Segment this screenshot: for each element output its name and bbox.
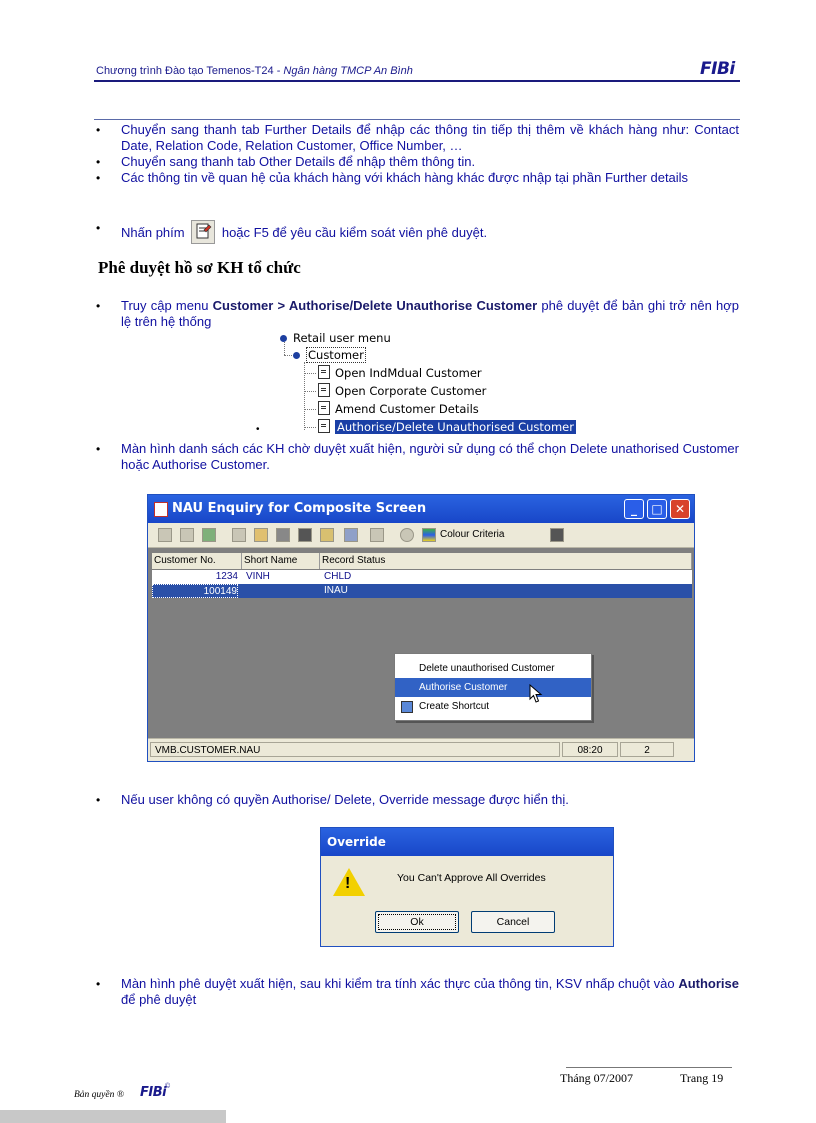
tb-new-icon[interactable] [180,528,194,542]
table-row-selected[interactable]: 100149 INAU [152,584,692,598]
content-rule [94,119,740,120]
folder-icon [293,352,300,359]
bullet-list-screen [96,441,739,473]
mouse-cursor-icon [529,684,543,704]
document-icon [318,365,330,379]
footer-page: Trang 19 [680,1071,724,1085]
minimize-button[interactable]: _ [624,499,644,519]
bullet-further-details: • Chuyển sang thanh tab Further Details để nhập các thông tin tiếp thị thêm về khách hàng như: Contact Date, Relation Code, Relation Customer, Office Number, … [96,122,739,154]
tree-item-authorise-delete[interactable]: Authorise/Delete Unauthorised Customer [318,419,576,436]
tree-item-amend-details[interactable]: Amend Customer Details [318,401,479,418]
override-title: Override [321,828,613,856]
header-rule [94,80,740,82]
menu-authorise-customer[interactable]: Authorise Customer [395,678,591,697]
bullet-access-menu [96,298,739,330]
table-row[interactable]: 1234 VINH CHLD [152,570,692,584]
tb-find-icon[interactable] [298,528,312,542]
col-customer-no[interactable]: Customer No. [152,553,242,569]
window-titlebar [148,495,694,523]
document-icon [318,419,330,433]
tb-print-icon[interactable] [276,528,290,542]
context-menu [394,653,592,721]
col-record-status[interactable]: Record Status [320,553,692,569]
override-message: You Can't Approve All Overrides [397,872,546,884]
press-key-after: hoặc F5 để yêu cầu kiểm soát viên phê duyệt. [221,225,488,240]
tb-first-icon[interactable] [158,528,172,542]
tb-view-icon[interactable] [370,528,384,542]
footer-copyright-mark: © [165,1083,171,1090]
bullet-list-press [96,220,739,244]
section-title: Phê duyệt hồ sơ KH tổ chức [98,258,301,277]
status-path: VMB.CUSTOMER.NAU [150,742,560,757]
folder-icon [280,335,287,342]
bullet-list-override [96,792,739,808]
footer-copyright: Bản quyền ® [74,1090,124,1100]
footer-logo: FIBi [140,1085,167,1100]
enquiry-grid [152,553,692,733]
retail-tree-menu [280,330,580,440]
menu-delete-unauthorised[interactable]: Delete unauthorised Customer [419,663,555,674]
footer-rule [566,1067,732,1068]
tb-export-icon[interactable] [320,528,334,542]
colour-criteria-label[interactable]: Colour Criteria [440,529,505,540]
app-icon [154,502,168,517]
tree-item-open-individual[interactable]: Open IndMdual Customer [318,365,482,382]
page-header [96,65,413,77]
bullet-other-details: • Chuyển sang thanh tab Other Details để nhập thêm thông tin. [96,154,739,170]
bullet-press-key [96,220,739,244]
maximize-button[interactable]: □ [647,499,667,519]
bullet-authorise: • Màn hình phê duyệt xuất hiện, sau khi kiểm tra tính xác thực của thông tin, KSV nhấp chuột vào Authorise để phê duyệt [96,976,739,1008]
bullet-list-access [96,298,739,330]
shortcut-icon [401,701,413,713]
window-title: NAU Enquiry for Composite Screen [172,501,427,516]
document-icon [318,383,330,397]
tree-item-open-corporate[interactable]: Open Corporate Customer [318,383,486,400]
access-suffix: phê duyệt để bản ghi trở nên hợp lệ trên hệ thống [121,298,739,329]
tb-folder-icon[interactable] [254,528,268,542]
viewer-scrollbar[interactable] [0,1110,226,1123]
document-icon [318,401,330,415]
tree-node-customer[interactable]: Customer [293,347,366,364]
tb-filter-icon[interactable] [400,528,414,542]
col-short-name[interactable]: Short Name [242,553,320,569]
bullet-list-screen-text: • Màn hình danh sách các KH chờ duyệt xuất hiện, người sử dụng có thể chọn Delete unathorised Customer hoặc Authorise Customer. [96,441,739,473]
bullet-list-top [96,122,739,186]
header-program: Chương trình Đào tạo Temenos-T24 - [96,65,284,77]
header-logo: FIBi [700,59,735,79]
access-prefix: Truy cập menu [121,298,213,313]
tb-refresh-icon[interactable] [202,528,216,542]
access-menu-path: Customer > Authorise/Delete Unauthorise Customer [212,298,538,313]
press-key-before: Nhấn phím [121,225,185,240]
stray-bullet: • [256,424,260,435]
nau-enquiry-window [147,494,695,762]
colour-criteria-icon[interactable] [422,528,436,542]
menu-create-shortcut[interactable]: Create Shortcut [395,697,591,716]
tb-grid-icon[interactable] [344,528,358,542]
tb-edit-icon[interactable] [232,528,246,542]
grid-header [152,553,692,569]
footer-date: Tháng 07/2007 [560,1071,633,1085]
header-bank: Ngân hàng TMCP An Bình [283,65,413,77]
override-dialog [320,827,614,947]
ok-button[interactable]: Ok [375,911,459,933]
tree-root[interactable]: Retail user menu [280,330,391,347]
authorise-bold: Authorise [678,976,739,991]
window-toolbar [148,523,694,548]
bullet-list-final [96,976,739,1008]
cancel-button[interactable]: Cancel [471,911,555,933]
status-time: 08:20 [562,742,618,757]
status-count: 2 [620,742,674,757]
commit-icon [191,220,215,244]
close-button[interactable]: ✕ [670,499,690,519]
status-bar [148,738,694,761]
bullet-override-text: • Nếu user không có quyền Authorise/ Delete, Override message được hiển thị. [96,792,739,808]
tb-printer-icon[interactable] [550,528,564,542]
warning-icon: ! [333,868,365,896]
bullet-relations: • Các thông tin về quan hệ của khách hàng với khách hàng khác được nhập tại phần Further details [96,170,739,186]
